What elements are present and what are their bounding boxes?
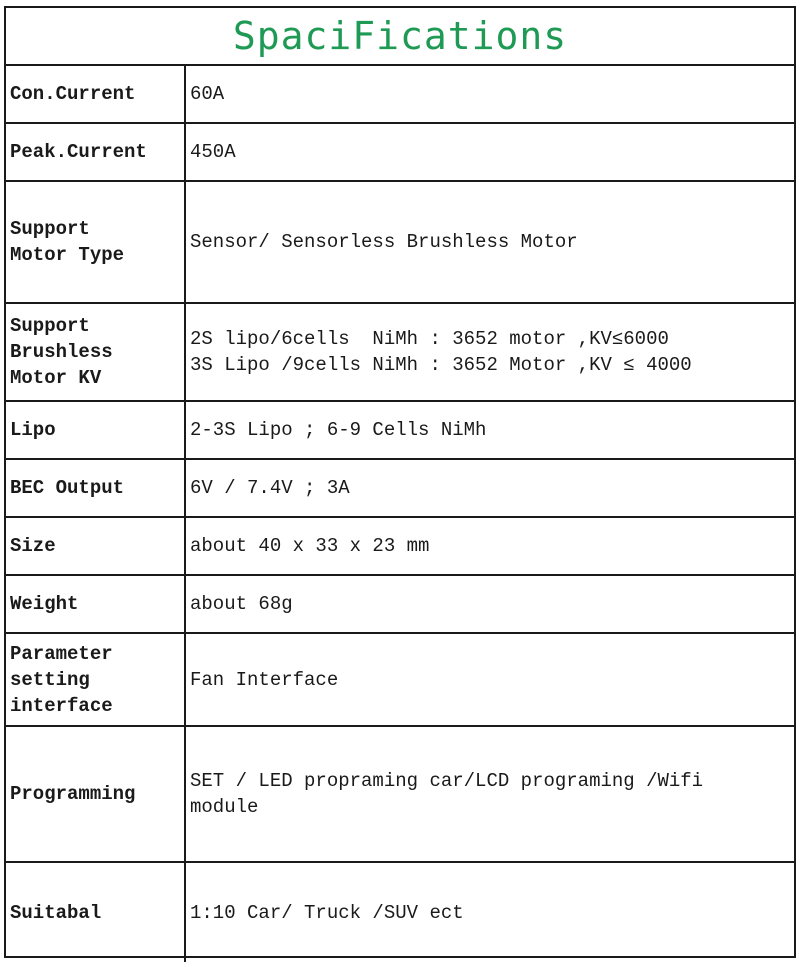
- spec-label: Parameter setting interface: [6, 633, 185, 726]
- spec-value: 2-3S Lipo ; 6-9 Cells NiMh: [185, 401, 794, 459]
- table-row: [6, 459, 794, 517]
- spec-label: Con.Current: [6, 66, 185, 123]
- spec-value: SET / LED propraming car/LCD programing /Wifi module: [185, 726, 794, 862]
- table-row: [6, 123, 794, 181]
- spec-value: Sensor/ Sensorless Brushless Motor: [185, 181, 794, 303]
- title-row: [6, 8, 794, 66]
- spec-label: Weight: [6, 575, 185, 633]
- spec-value: 2S lipo/6cells NiMh : 3652 motor ,KV≤6000 3S Lipo /9cells NiMh : 3652 Motor ,KV ≤ 4000: [185, 303, 794, 401]
- spec-label: Suitabal: [6, 862, 185, 962]
- table-row: [6, 517, 794, 575]
- spec-label: BEC Output: [6, 459, 185, 517]
- spec-sheet: [4, 6, 796, 958]
- spec-label: Programming: [6, 726, 185, 862]
- spec-value: about 40 x 33 x 23 mm: [185, 517, 794, 575]
- spec-label: Size: [6, 517, 185, 575]
- spec-value: 6V / 7.4V ; 3A: [185, 459, 794, 517]
- table-row: [6, 633, 794, 726]
- spec-label: Support Brushless Motor KV: [6, 303, 185, 401]
- spec-value: Fan Interface: [185, 633, 794, 726]
- table-row: [6, 401, 794, 459]
- spec-table: [6, 66, 794, 962]
- spec-label: Support Motor Type: [6, 181, 185, 303]
- sheet-title: SpaciFications: [232, 14, 568, 58]
- spec-value: 450A: [185, 123, 794, 181]
- spec-label: Peak.Current: [6, 123, 185, 181]
- table-row: [6, 303, 794, 401]
- spec-label: Lipo: [6, 401, 185, 459]
- table-row: [6, 181, 794, 303]
- spec-value: about 68g: [185, 575, 794, 633]
- spec-value: 60A: [190, 83, 225, 105]
- table-row: [6, 726, 794, 862]
- table-row: [6, 66, 794, 123]
- spec-value: 1:10 Car/ Truck /SUV ect: [185, 862, 794, 962]
- table-row: [6, 575, 794, 633]
- table-row: [6, 862, 794, 962]
